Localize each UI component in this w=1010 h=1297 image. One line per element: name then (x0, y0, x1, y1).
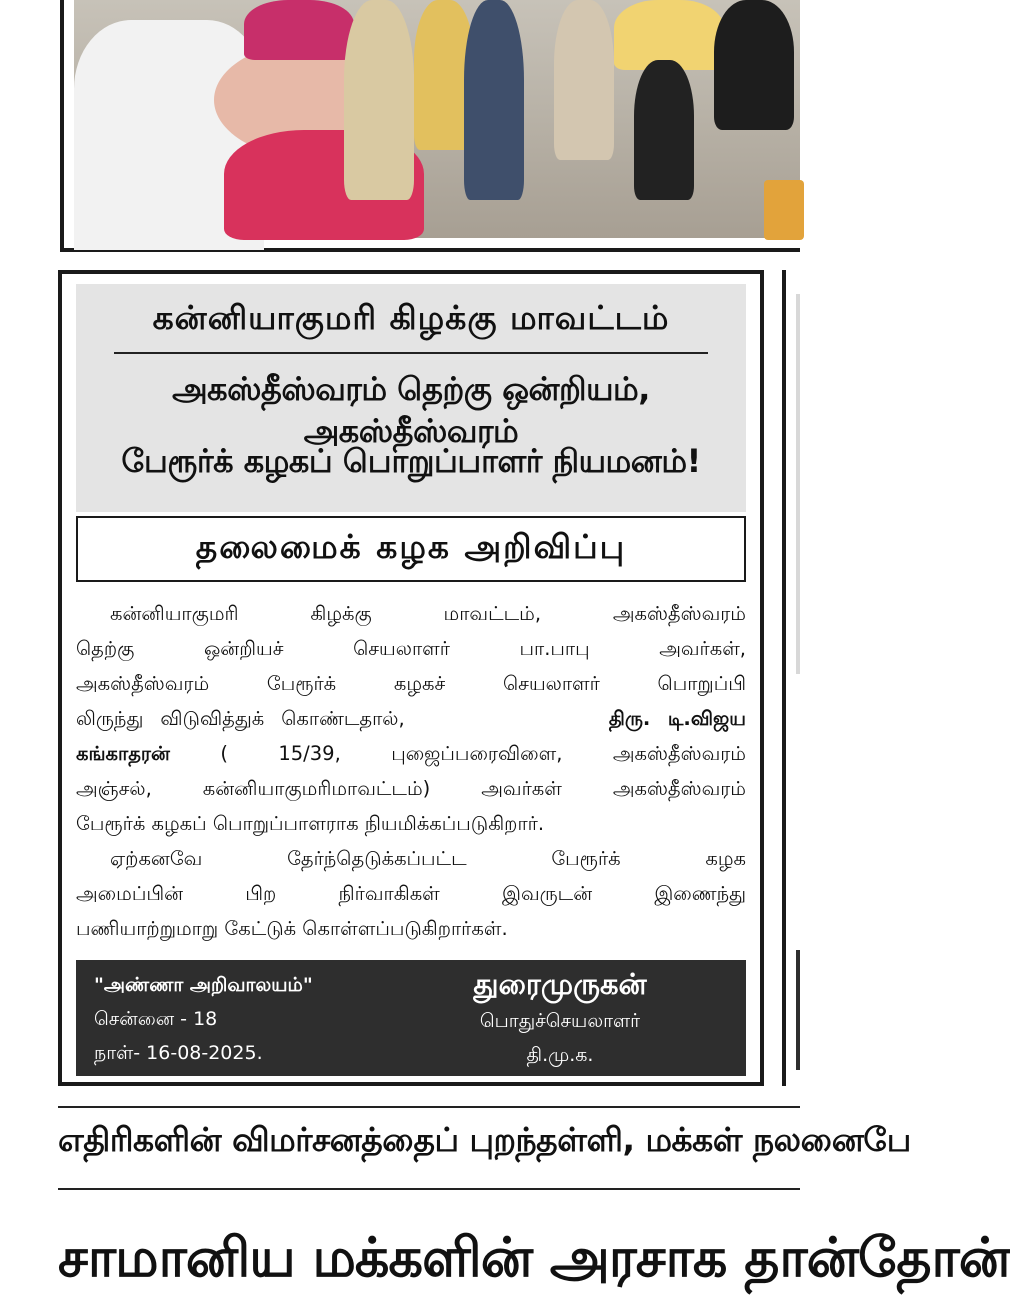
headline-district: கன்னியாகுமரி கிழக்கு மாவட்டம் (152, 298, 670, 337)
headline-block (76, 284, 746, 512)
headline-union: அகஸ்தீஸ்வரம் தெற்கு ஒன்றியம், அகஸ்தீஸ்வரம் (172, 370, 650, 450)
body-segment: ( 15/39, புஜைப்பரைவிளை, அகஸ்தீஸ்வரம் (169, 742, 746, 765)
party-name: தி.மு.க. (526, 1044, 594, 1066)
office-city: சென்னை - 18 (94, 1008, 218, 1030)
appointee-name-part1: திரு. டி.விஜய (608, 707, 746, 730)
body-segment: லிருந்து விடுவித்துக் கொண்டதால், (76, 707, 405, 730)
body-line: கன்னியாகுமரி கிழக்கு மாவட்டம், அகஸ்தீஸ்வரம் (110, 602, 746, 625)
announcement-notice (58, 270, 764, 1086)
bottom-headline-large: சாமானிய மக்களின் அரசாக தான்தோன் (58, 1226, 1010, 1289)
body-line (76, 701, 746, 736)
signature-footer (76, 960, 746, 1076)
signatory-designation: பொதுச்செயலாளர் (479, 1010, 641, 1032)
body-line: அஞ்சல், கன்னியாகுமரிமாவட்டம்) அவர்கள் அகஸ்தீஸ்வரம் (76, 777, 746, 800)
top-photo-frame (60, 0, 800, 252)
notice-date: நாள்- 16-08-2025. (94, 1042, 263, 1064)
adjacent-footer-bg (796, 950, 800, 1070)
divider-rule (58, 1106, 800, 1108)
footer-signatory (430, 964, 690, 1072)
body-line: தெற்கு ஒன்றியச் செயலாளர் பா.பாபு அவர்கள், (76, 637, 746, 660)
subheading-text: தலைமைக் கழக அறிவிப்பு (195, 527, 627, 566)
adjacent-column-edge (782, 270, 800, 1086)
bottom-headline: எதிரிகளின் விமர்சனத்தைப் புறந்தள்ளி, மக்கள் நலனைபே (58, 1120, 911, 1159)
body-line: ஏற்கனவே தேர்ந்தெடுக்கப்பட்ட பேரூர்க் கழக (110, 847, 746, 870)
office-name: "அண்ணா அறிவாலயம்" (94, 974, 313, 996)
appointee-name-part2: கங்காதரன் (76, 742, 170, 765)
body-line (76, 736, 746, 771)
subheading-box (76, 516, 746, 582)
body-line: பேரூர்க் கழகப் பொறுப்பாளராக நியமிக்கப்படுகிறார். (76, 812, 545, 835)
footer-address (94, 968, 313, 1070)
body-line: பணியாற்றுமாறு கேட்டுக் கொள்ளப்படுகிறார்கள். (76, 917, 508, 940)
divider-rule (58, 1188, 800, 1190)
notice-body (76, 596, 746, 946)
body-line: அமைப்பின் பிற நிர்வாகிகள் இவருடன் இணைந்து (76, 882, 746, 905)
event-photo (74, 0, 800, 238)
adjacent-headline-bg (796, 294, 800, 674)
body-line: அகஸ்தீஸ்வரம் பேரூர்க் கழகச் செயலாளர் பொறுப்பி (76, 672, 746, 695)
signatory-name: துரைமுருகன் (473, 967, 647, 1001)
headline-underline (114, 352, 708, 354)
headline-appointment: பேரூர்க் கழகப் பொறுப்பாளர் நியமனம்! (121, 442, 701, 480)
